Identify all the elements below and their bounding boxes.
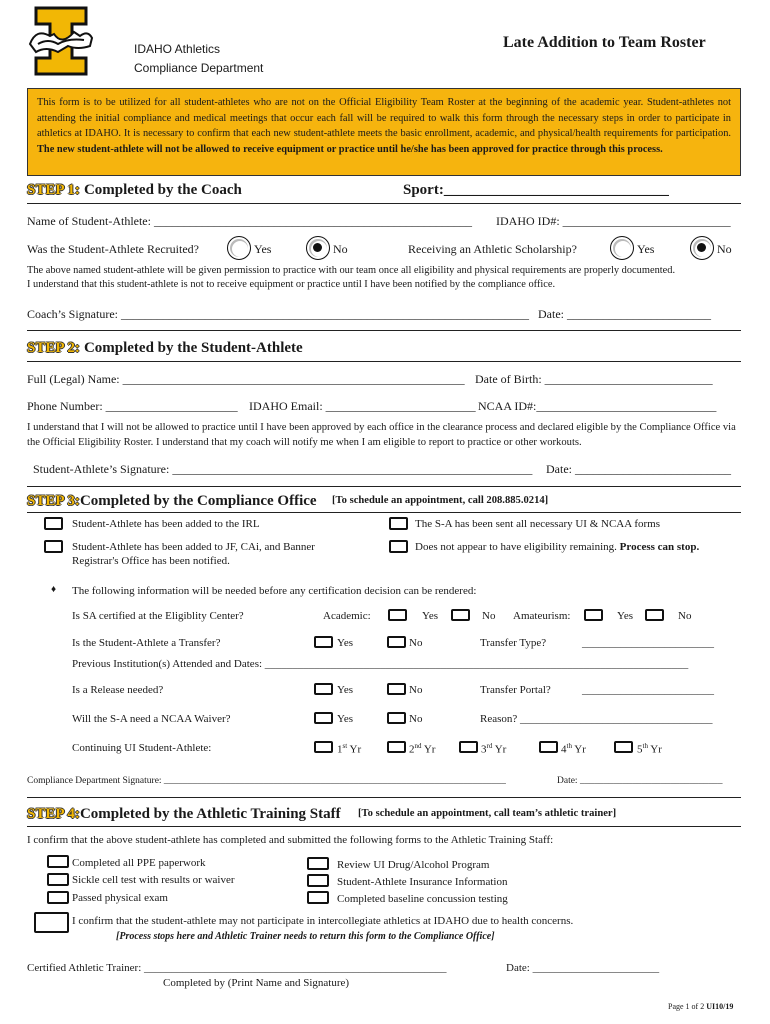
step2-label: STEP 2:	[27, 340, 80, 356]
yr5-checkbox[interactable]	[614, 741, 633, 753]
portal-field[interactable]: ________________________	[582, 684, 714, 696]
compliance-signature-field[interactable]: Compliance Department Signature: ________________________________________________________________________	[27, 776, 506, 786]
page-title: Late Addition to Team Roster	[503, 34, 706, 51]
sickle-checkbox[interactable]	[47, 873, 69, 886]
release-yes-checkbox[interactable]	[314, 683, 333, 695]
waiver-no-checkbox[interactable]	[387, 712, 406, 724]
org-department: Compliance Department	[134, 61, 264, 75]
dob-field[interactable]: Date of Birth: ____________________________	[475, 372, 713, 386]
student-date-field[interactable]: Date: __________________________	[546, 462, 731, 476]
sickle-label: Sickle cell test with results or waiver	[72, 874, 235, 886]
info-needed: The following information will be needed before any certification decision can be rendered:	[72, 585, 477, 597]
transfer-type-label: Transfer Type?	[480, 637, 547, 649]
yr1-text: Yr	[349, 743, 362, 756]
email-field[interactable]: IDAHO Email: _________________________	[249, 399, 476, 413]
yr5-label	[637, 742, 662, 756]
recruited-no-radio[interactable]	[306, 236, 330, 260]
academic-no-label: No	[482, 610, 496, 622]
waiver-yes-checkbox[interactable]	[314, 712, 333, 724]
insurance-checkbox[interactable]	[307, 874, 329, 887]
amateurism-label: Amateurism:	[513, 610, 571, 622]
yr4-text: Yr	[574, 743, 586, 756]
compliance-date-field[interactable]: Date: ______________________________	[557, 776, 723, 786]
yr2-label	[409, 742, 435, 756]
release-yes-label: Yes	[337, 684, 354, 696]
irl-checkbox[interactable]	[44, 517, 63, 530]
yr3-text: Yr	[494, 743, 507, 756]
yr2-num: 2	[409, 743, 415, 756]
process-stop-text: Process can stop.	[619, 541, 700, 553]
page-number	[668, 1002, 733, 1011]
waiver-yes-label: Yes	[337, 713, 354, 725]
release-no-checkbox[interactable]	[387, 683, 406, 695]
step1-heading	[27, 181, 242, 199]
transfer-question: Is the Student-Athlete a Transfer?	[72, 637, 221, 649]
step2-title: Completed by the Student-Athlete	[83, 340, 303, 356]
notice-bold-text: The new student-athlete will not be allowed to receive equipment or practice until he/she has been approved for practice through this process.	[37, 143, 663, 155]
yr1-checkbox[interactable]	[314, 741, 333, 753]
step1-title: Completed by the Coach	[83, 182, 242, 198]
divider	[27, 361, 741, 362]
phone-field[interactable]: Phone Number: ______________________	[27, 399, 238, 413]
yr1-num: 1	[337, 743, 343, 756]
step4-label: STEP 4:	[27, 806, 80, 822]
irl-label: Student-Athlete has been added to the IRL	[72, 518, 260, 530]
form-code: UI10/19	[706, 1002, 734, 1011]
recruited-yes-label: Yes	[254, 242, 272, 256]
waiver-no-label: No	[409, 713, 423, 725]
scholarship-no-label: No	[717, 242, 732, 256]
page-count: Page 1 of 2	[668, 1002, 705, 1011]
student-name-field[interactable]: Name of Student-Athlete: _____________________________________________________	[27, 214, 472, 228]
amateurism-no-label: No	[678, 610, 692, 622]
transfer-yes-label: Yes	[337, 637, 354, 649]
trainer-confirm: I confirm that the above student-athlete has completed and submitted the following forms to the Athletic Training Staff:	[27, 834, 554, 846]
concussion-label: Completed baseline concussion testing	[337, 893, 508, 905]
step3-label: STEP 3:	[27, 493, 80, 509]
full-name-field[interactable]: Full (Legal) Name: _________________________________________________________	[27, 372, 465, 386]
coach-statement-1: The above named student-athlete will be given permission to practice with our team once all eligibility and physical requirements are properly documented.	[27, 265, 676, 276]
yr4-sup: th	[566, 742, 572, 750]
academic-label: Academic:	[323, 610, 371, 622]
divider	[27, 203, 741, 204]
divider	[27, 486, 741, 487]
sport-line: ______________________________	[443, 182, 669, 198]
waiver-question: Will the S-A need a NCAA Waiver?	[72, 713, 231, 725]
yr5-num: 5	[637, 743, 643, 756]
concussion-checkbox[interactable]	[307, 891, 329, 904]
no-eligibility-checkbox[interactable]	[389, 540, 408, 553]
yr4-num: 4	[561, 743, 567, 756]
scholarship-question: Receiving an Athletic Scholarship?	[408, 242, 577, 256]
step3-heading	[27, 492, 317, 510]
vandals-i-logo	[28, 6, 94, 76]
step1-label: STEP 1:	[27, 182, 80, 198]
notice-text: This form is to be utilized for all student-athletes who are not on the Official Eligibility Team Roster at the beginning of the academic year. Student-athletes not attending the initial compliance and medical meetings that occur each fall will be required to walk this form through the necessary steps in order to participate in athletics at IDAHO. It is necessary to confirm that each new student-athlete meets the basic enrollment, academic, and physical/health requirements for participation.	[37, 97, 731, 139]
trainer-date-field[interactable]: Date: _______________________	[506, 962, 660, 974]
yr5-text: Yr	[650, 743, 662, 756]
notice-box	[27, 88, 741, 176]
yr5-sup: th	[642, 742, 648, 750]
no-eligibility-text: Does not appear to have eligibility remaining.	[415, 541, 617, 553]
student-statement: I understand that I will not be allowed to practice until I have been approved by each office in the clearance process and declared eligible by the Compliance Office via the Official Eligibility Roster. I understand that my coach will notify me when I am eligible to report to practice or other workouts.	[27, 422, 736, 448]
drug-checkbox[interactable]	[307, 857, 329, 870]
yr1-sup: st	[342, 742, 348, 750]
step2-heading	[27, 339, 303, 357]
step3-appointment: [To schedule an appointment, call 208.885.0214]	[332, 495, 549, 506]
yr4-label	[561, 742, 586, 756]
sent-forms-checkbox[interactable]	[389, 517, 408, 530]
divider	[27, 330, 741, 331]
jf-label-2: Registrar's Office has been notified.	[72, 555, 230, 567]
transfer-type-field[interactable]: ________________________	[582, 637, 714, 649]
amateurism-yes-label: Yes	[617, 610, 634, 622]
sport-label: Sport:	[403, 182, 444, 198]
certified-question: Is SA certified at the Eligiblity Center?	[72, 610, 244, 622]
coach-statement-2: I understand that this student-athlete is not to receive equipment or practice until I have been notified by the compliance office.	[27, 279, 556, 290]
step3-title: Completed by the Compliance Office	[79, 493, 317, 509]
step4-appointment: [To schedule an appointment, call team’s athletic trainer]	[358, 808, 617, 819]
yr3-label	[481, 742, 506, 756]
ppe-checkbox[interactable]	[47, 855, 69, 868]
jf-label-1: Student-Athlete has been added to JF, CAi, and Banner	[72, 541, 315, 553]
reason-field[interactable]: Reason? ___________________________________	[480, 713, 713, 725]
idaho-id-field[interactable]: IDAHO ID#: ____________________________	[496, 214, 731, 228]
yr2-checkbox[interactable]	[387, 741, 406, 753]
scholarship-yes-label: Yes	[637, 242, 655, 256]
no-eligibility-label	[415, 541, 699, 553]
yr3-sup: rd	[486, 742, 493, 750]
recruited-question: Was the Student-Athlete Recruited?	[27, 242, 199, 256]
academic-yes-label: Yes	[422, 610, 439, 622]
academic-no-checkbox[interactable]	[451, 609, 470, 621]
transfer-no-checkbox[interactable]	[387, 636, 406, 648]
health-concern-checkbox[interactable]	[34, 912, 69, 933]
scholarship-no-radio[interactable]	[690, 236, 714, 260]
continuing-question: Continuing UI Student-Athlete:	[72, 742, 212, 754]
trainer-signature-field[interactable]: Certified Athletic Trainer: _______________________________________________________	[27, 962, 447, 974]
yr3-num: 3	[481, 743, 487, 756]
student-signature-field[interactable]: Student-Athlete’s Signature: ____________________________________________________________	[33, 462, 533, 476]
divider	[27, 826, 741, 827]
bullet-icon: ♦	[51, 584, 57, 595]
coach-signature-field[interactable]: Coach’s Signature: ____________________________________________________________________	[27, 307, 529, 321]
yr3-checkbox[interactable]	[459, 741, 478, 753]
yr4-checkbox[interactable]	[539, 741, 558, 753]
yr1-label	[337, 742, 361, 756]
step4-heading	[27, 805, 341, 823]
amateurism-yes-checkbox[interactable]	[584, 609, 603, 621]
release-question: Is a Release needed?	[72, 684, 164, 696]
ppe-label: Completed all PPE paperwork	[72, 857, 206, 869]
scholarship-yes-radio[interactable]	[610, 236, 634, 260]
academic-yes-checkbox[interactable]	[388, 609, 407, 621]
divider	[27, 512, 741, 513]
physical-checkbox[interactable]	[47, 891, 69, 904]
amateurism-no-checkbox[interactable]	[645, 609, 664, 621]
recruited-no-label: No	[333, 242, 348, 256]
health-concern-label: I confirm that the student-athlete may not participate in intercollegiate athletics at IDAHO due to health concerns.	[72, 915, 574, 927]
coach-date-field[interactable]: Date: ________________________	[538, 307, 711, 321]
ncaa-id-field[interactable]: NCAA ID#:______________________________	[478, 399, 717, 413]
insurance-label: Student-Athlete Insurance Information	[337, 876, 508, 888]
drug-label: Review UI Drug/Alcohol Program	[337, 859, 490, 871]
sent-forms-label: The S-A has been sent all necessary UI & NCAA forms	[415, 518, 661, 530]
print-name-note: Completed by (Print Name and Signature)	[163, 977, 350, 989]
yr2-sup: nd	[414, 742, 422, 750]
physical-label: Passed physical exam	[72, 892, 168, 904]
previous-institution-field[interactable]: Previous Institution(s) Attended and Dates: _____________________________________________________________________________	[72, 658, 689, 670]
step4-title: Completed by the Athletic Training Staff	[79, 806, 341, 822]
org-name: IDAHO Athletics	[134, 42, 221, 56]
jf-checkbox[interactable]	[44, 540, 63, 553]
process-stop-note: [Process stops here and Athletic Trainer needs to return this form to the Compliance Office]	[116, 931, 495, 942]
yr2-text: Yr	[423, 743, 436, 756]
transfer-yes-checkbox[interactable]	[314, 636, 333, 648]
release-no-label: No	[409, 684, 423, 696]
sport-field[interactable]	[403, 181, 669, 199]
portal-label: Transfer Portal?	[480, 684, 551, 696]
transfer-no-label: No	[409, 637, 423, 649]
recruited-yes-radio[interactable]	[227, 236, 251, 260]
divider	[27, 797, 741, 798]
